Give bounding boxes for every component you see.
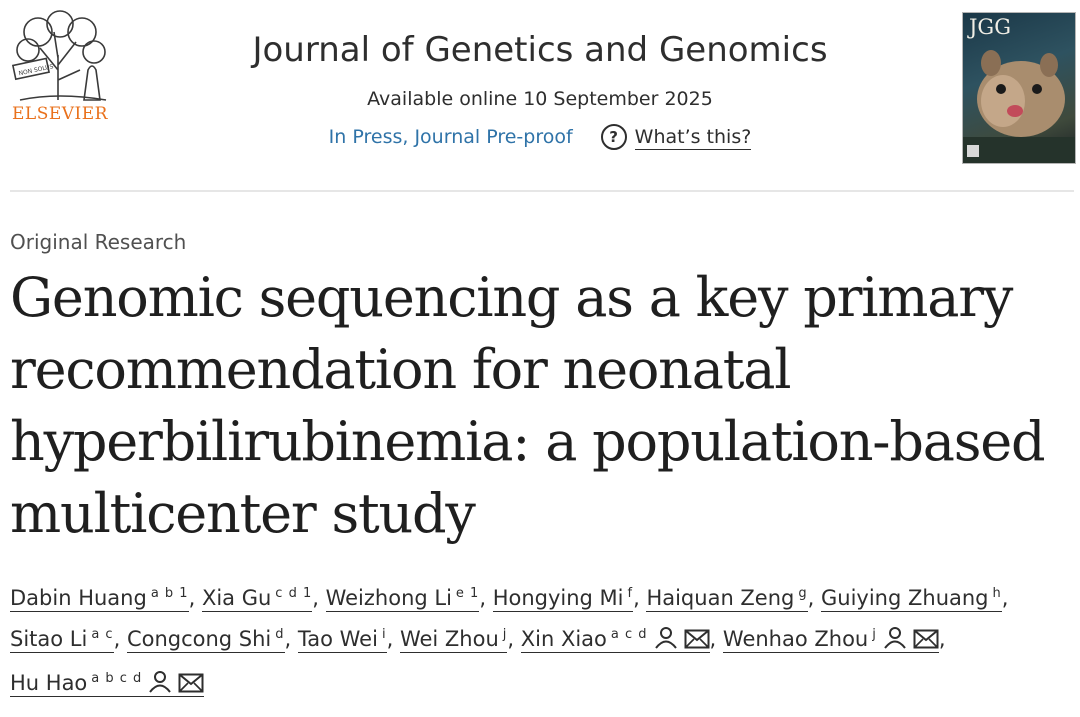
author-name: Hongying Mi [492, 586, 624, 610]
author-link[interactable] [646, 586, 807, 612]
article-type-label: Original Research [10, 230, 187, 254]
elsevier-wordmark: ELSEVIER [12, 104, 108, 124]
pika-illustration-icon [963, 41, 1075, 163]
author-affiliation-superscript: h [992, 586, 1002, 601]
author-affiliation-superscript: c d 1 [275, 586, 313, 601]
elsevier-tree-icon [10, 10, 110, 102]
in-press-link[interactable]: In Press, Journal Pre-proof [328, 126, 573, 148]
question-circle-icon[interactable]: ? [601, 124, 627, 150]
publication-status-row [200, 124, 880, 150]
article-title: Genomic sequencing as a key primary recommendation for neonatal hyperbilirubinemia: a population-based multicenter study [10, 266, 1045, 545]
author-name: Hu Hao [10, 671, 88, 695]
person-icon [654, 622, 678, 663]
author-link[interactable] [10, 627, 114, 653]
author-name: Guiying Zhuang [821, 586, 989, 610]
author-name: Haiquan Zeng [646, 586, 795, 610]
author-link[interactable] [521, 627, 710, 653]
person-icon [883, 622, 907, 663]
envelope-icon [913, 622, 939, 663]
author-name: Tao Wei [297, 627, 378, 651]
author-link[interactable] [326, 586, 480, 612]
author-link[interactable] [202, 586, 312, 612]
author-name: Congcong Shi [126, 627, 272, 651]
author-link[interactable] [10, 586, 189, 612]
journal-title[interactable]: Journal of Genetics and Genomics [252, 30, 828, 70]
author-affiliation-superscript: j [872, 627, 877, 642]
envelope-icon [684, 622, 710, 663]
elsevier-logo[interactable] [10, 10, 110, 122]
author-link[interactable] [298, 627, 387, 653]
header-divider [10, 190, 1074, 192]
available-online-date: Available online 10 September 2025 [367, 88, 713, 110]
envelope-icon [178, 666, 204, 707]
author-link[interactable] [493, 586, 633, 612]
author-link[interactable] [400, 627, 507, 653]
author-affiliation-superscript: i [381, 627, 387, 642]
author-affiliation-superscript: e 1 [455, 586, 480, 601]
author-name: Wei Zhou [399, 627, 499, 651]
cover-abbreviation: JGG [969, 15, 1011, 39]
author-link[interactable] [723, 627, 939, 653]
svg-text:NON SOLUS: NON SOLUS [18, 63, 55, 78]
author-name: Xin Xiao [520, 627, 607, 651]
author-name: Sitao Li [10, 627, 88, 651]
author-affiliation-superscript: a c d [610, 627, 648, 642]
author-name: Wenhao Zhou [722, 627, 869, 651]
author-name: Dabin Huang [10, 586, 147, 610]
author-link[interactable] [10, 671, 204, 697]
author-affiliation-superscript: a b c d [91, 671, 143, 686]
author-name: Weizhong Li [325, 586, 452, 610]
author-affiliation-superscript: g [798, 586, 808, 601]
author-link[interactable] [127, 627, 285, 653]
author-affiliation-superscript: f [627, 586, 634, 601]
author-name: Xia Gu [201, 586, 272, 610]
author-list: Dabin Huang $^{a b 1}$, Xia Gu $^{c d 1}$, Weizhong Li $^{e 1}$, Hongying Mi $^f$, Haiquan Zeng $^g$, Guiying Zhuang $^h$, Sitao Li $^{a c}$, Congcong Shi $^d$, Tao Wei $^i$, Wei Zhou $^j$, Xin Xiao $^{a c d}$ , Wenhao Zhou $^j$ , Hu Hao $^{a b c d}$ [10, 578, 1074, 707]
author-link[interactable] [821, 586, 1002, 612]
author-affiliation-superscript: a b 1 [150, 586, 189, 601]
whats-this-link[interactable]: What’s this? [634, 126, 752, 148]
author-affiliation-superscript: d [275, 627, 285, 642]
author-affiliation-superscript: j [502, 627, 508, 642]
journal-cover-image[interactable] [962, 12, 1076, 164]
author-affiliation-superscript: a c [91, 627, 114, 642]
person-icon [148, 666, 172, 707]
article-header [0, 0, 1080, 190]
